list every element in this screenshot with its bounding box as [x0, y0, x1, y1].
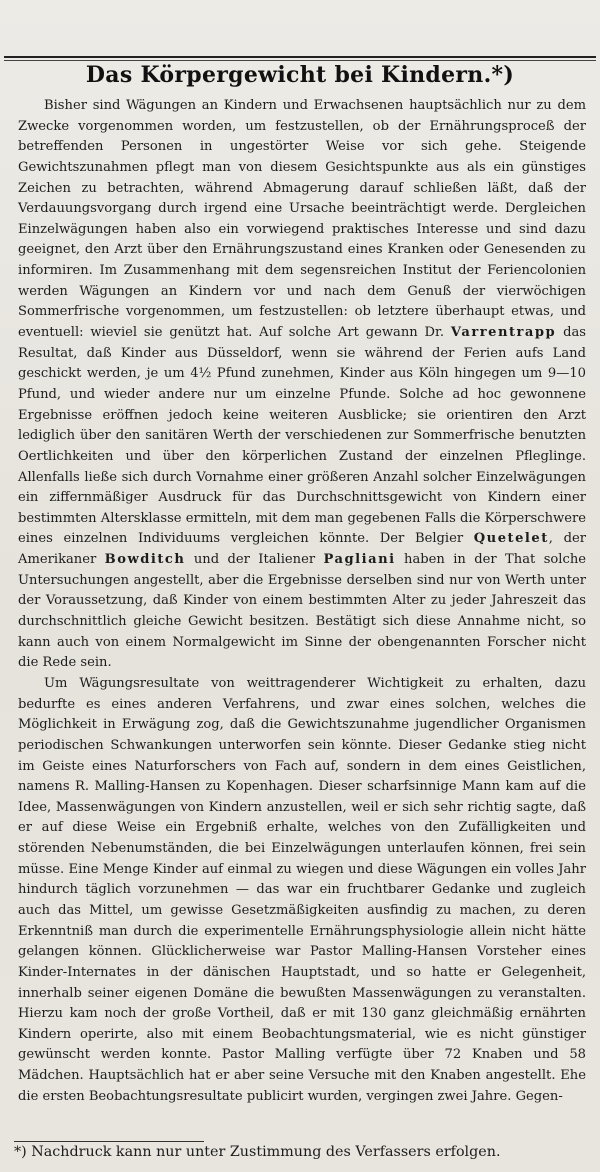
paragraph-1	[18, 96, 586, 674]
paragraph-1-text-d: und der Italiener	[193, 552, 316, 568]
paragraph-1-text-c: , der Amerikaner	[18, 531, 586, 568]
name-bowditch: Bowditch	[104, 552, 186, 568]
name-varrentrapp: Varrentrapp	[450, 325, 557, 341]
name-pagliani: Pagliani	[323, 552, 396, 568]
article-title: Das Körpergewicht bei Kindern.*)	[85, 62, 515, 88]
footnote: *) Nachdruck kann nur unter Zustimmung des Verfassers erfolgen.	[14, 1144, 501, 1160]
name-quetelet: Quetelet	[473, 531, 549, 547]
paragraph-1-text-e: haben in der That solche Untersuchungen angestellt, aber die Ergebnisse derselben sind nur von Werth unter der Voraussetzung, daß Kinder von einem bestimmten Alter zu jeder Jahreszeit das durchschnittlich gleiche Gewicht besitzen. Bestätigt sich diese Annahme nicht, so kann auch von einem Normalgewicht im Sinne der obengenannten Forscher nicht die Rede sein.	[18, 552, 586, 671]
header-rule	[4, 56, 596, 58]
paragraph-1-text-b: das Resultat, daß Kinder aus Düsseldorf, wenn sie während der Ferien aufs Land geschickt werden, je um 4½ Pfund zunehmen, Kinder aus Köln hingegen um 9—10 Pfund, und wieder andere nur um einzelne Pfunde. Solche ad hoc gewonnene Ergebnisse eröffnen jedoch keine weiteren Ausblicke; sie orientiren den Arzt lediglich über den sanitären Werth der verschiedenen zur Sommerfrische benutzten Oertlichkeiten und über den körperlichen Zustand der einzelnen Pfleglinge. Allenfalls ließe sich durch Vornahme einer größeren Anzahl solcher Einzelwägungen ein ziffernmäßiger Ausdruck für das Durchschnittsgewicht von Kindern einer bestimmten Altersklasse ermitteln, mit dem man gegebenen Falls die Körperschwere eines einzelnen Individuums vergleichen könnte. Der Belgier	[18, 325, 586, 547]
article-body	[18, 96, 586, 1107]
paragraph-2: Um Wägungsresultate von weittragenderer Wichtigkeit zu erhalten, dazu bedurfte es eines anderen Verfahrens, und zwar eines solchen, welches die Möglichkeit in Erwägung zog, daß die Gewichtszunahme jugendlicher Organismen periodischen Schwankungen unterworfen sein könnte. Dieser Gedanke stieg nicht im Geiste eines Naturforschers von Fach auf, sondern in dem eines Geistlichen, namens R. Malling-Hansen zu Kopenhagen. Dieser scharfsinnige Mann kam auf die Idee, Massenwägungen von Kindern anzustellen, weil er sich sehr richtig sagte, daß er auf diese Weise ein Ergebniß erhalte, welches von den Zufälligkeiten und störenden Nebenumständen, die bei Einzelwägungen unterlaufen können, frei sein müsse. Eine Menge Kinder auf einmal zu wiegen und diese Wägungen ein volles Jahr hindurch täglich vorzunehmen — das war ein fruchtbarer Gedanke und zugleich auch das Mittel, um gewisse Gesetzmäßigkeiten ausfindig zu machen, zu deren Erkenntniß man durch die experimentelle Ernährungsphysiologie allein nicht hätte gelangen können. Glücklicherweise war Pastor Malling-Hansen Vorsteher eines Kinder-Internates in der dänischen Hauptstadt, und so hatte er Gelegenheit, innerhalb seiner eigenen Domäne die bewußten Massenwägungen zu veranstalten. Hierzu kam noch der große Vortheil, daß er mit 130 ganz gleichmäßig ernährten Kindern operirte, also mit einem Beobachtungsmaterial, wie es nicht günstiger gewünscht werden konnte. Pastor Malling verfügte über 72 Knaben und 58 Mädchen. Hauptsächlich hat er aber seine Versuche mit den Knaben angestellt. Ehe die ersten Beobachtungsresultate publicirt wurden, vergingen zwei Jahre. Gegen-	[18, 675, 586, 1104]
paragraph-1-text-a: Bisher sind Wägungen an Kindern und Erwachsenen hauptsächlich nur zu dem Zwecke vorgenommen worden, um festzustellen, ob der Ernährungsproceß der betreffenden Personen in ungestörter Weise vor sich gehe. Steigende Gewichtszunahmen pflegt man von diesem Gesichtspunkte aus als ein günstiges Zeichen zu betrachten, während Abmagerung darauf schließen läßt, daß der Verdauungsvorgang durch irgend eine Ursache beeinträchtigt werde. Dergleichen Einzelwägungen haben also ein vorwiegend praktisches Interesse und sind dazu geeignet, den Arzt über den Ernährungszustand eines Kranken oder Genesenden zu informiren. Im Zusammenhang mit dem segensreichen Institut der Feriencolonien werden Wägungen an Kindern vor und nach dem Genuß der vierwöchigen Sommerfrische vorgenommen, um festzustellen: ob letztere überhaupt etwas, und eventuell: wieviel sie genützt hat. Auf solche Art gewann Dr.	[18, 98, 586, 341]
header-rule-thin	[4, 60, 596, 61]
